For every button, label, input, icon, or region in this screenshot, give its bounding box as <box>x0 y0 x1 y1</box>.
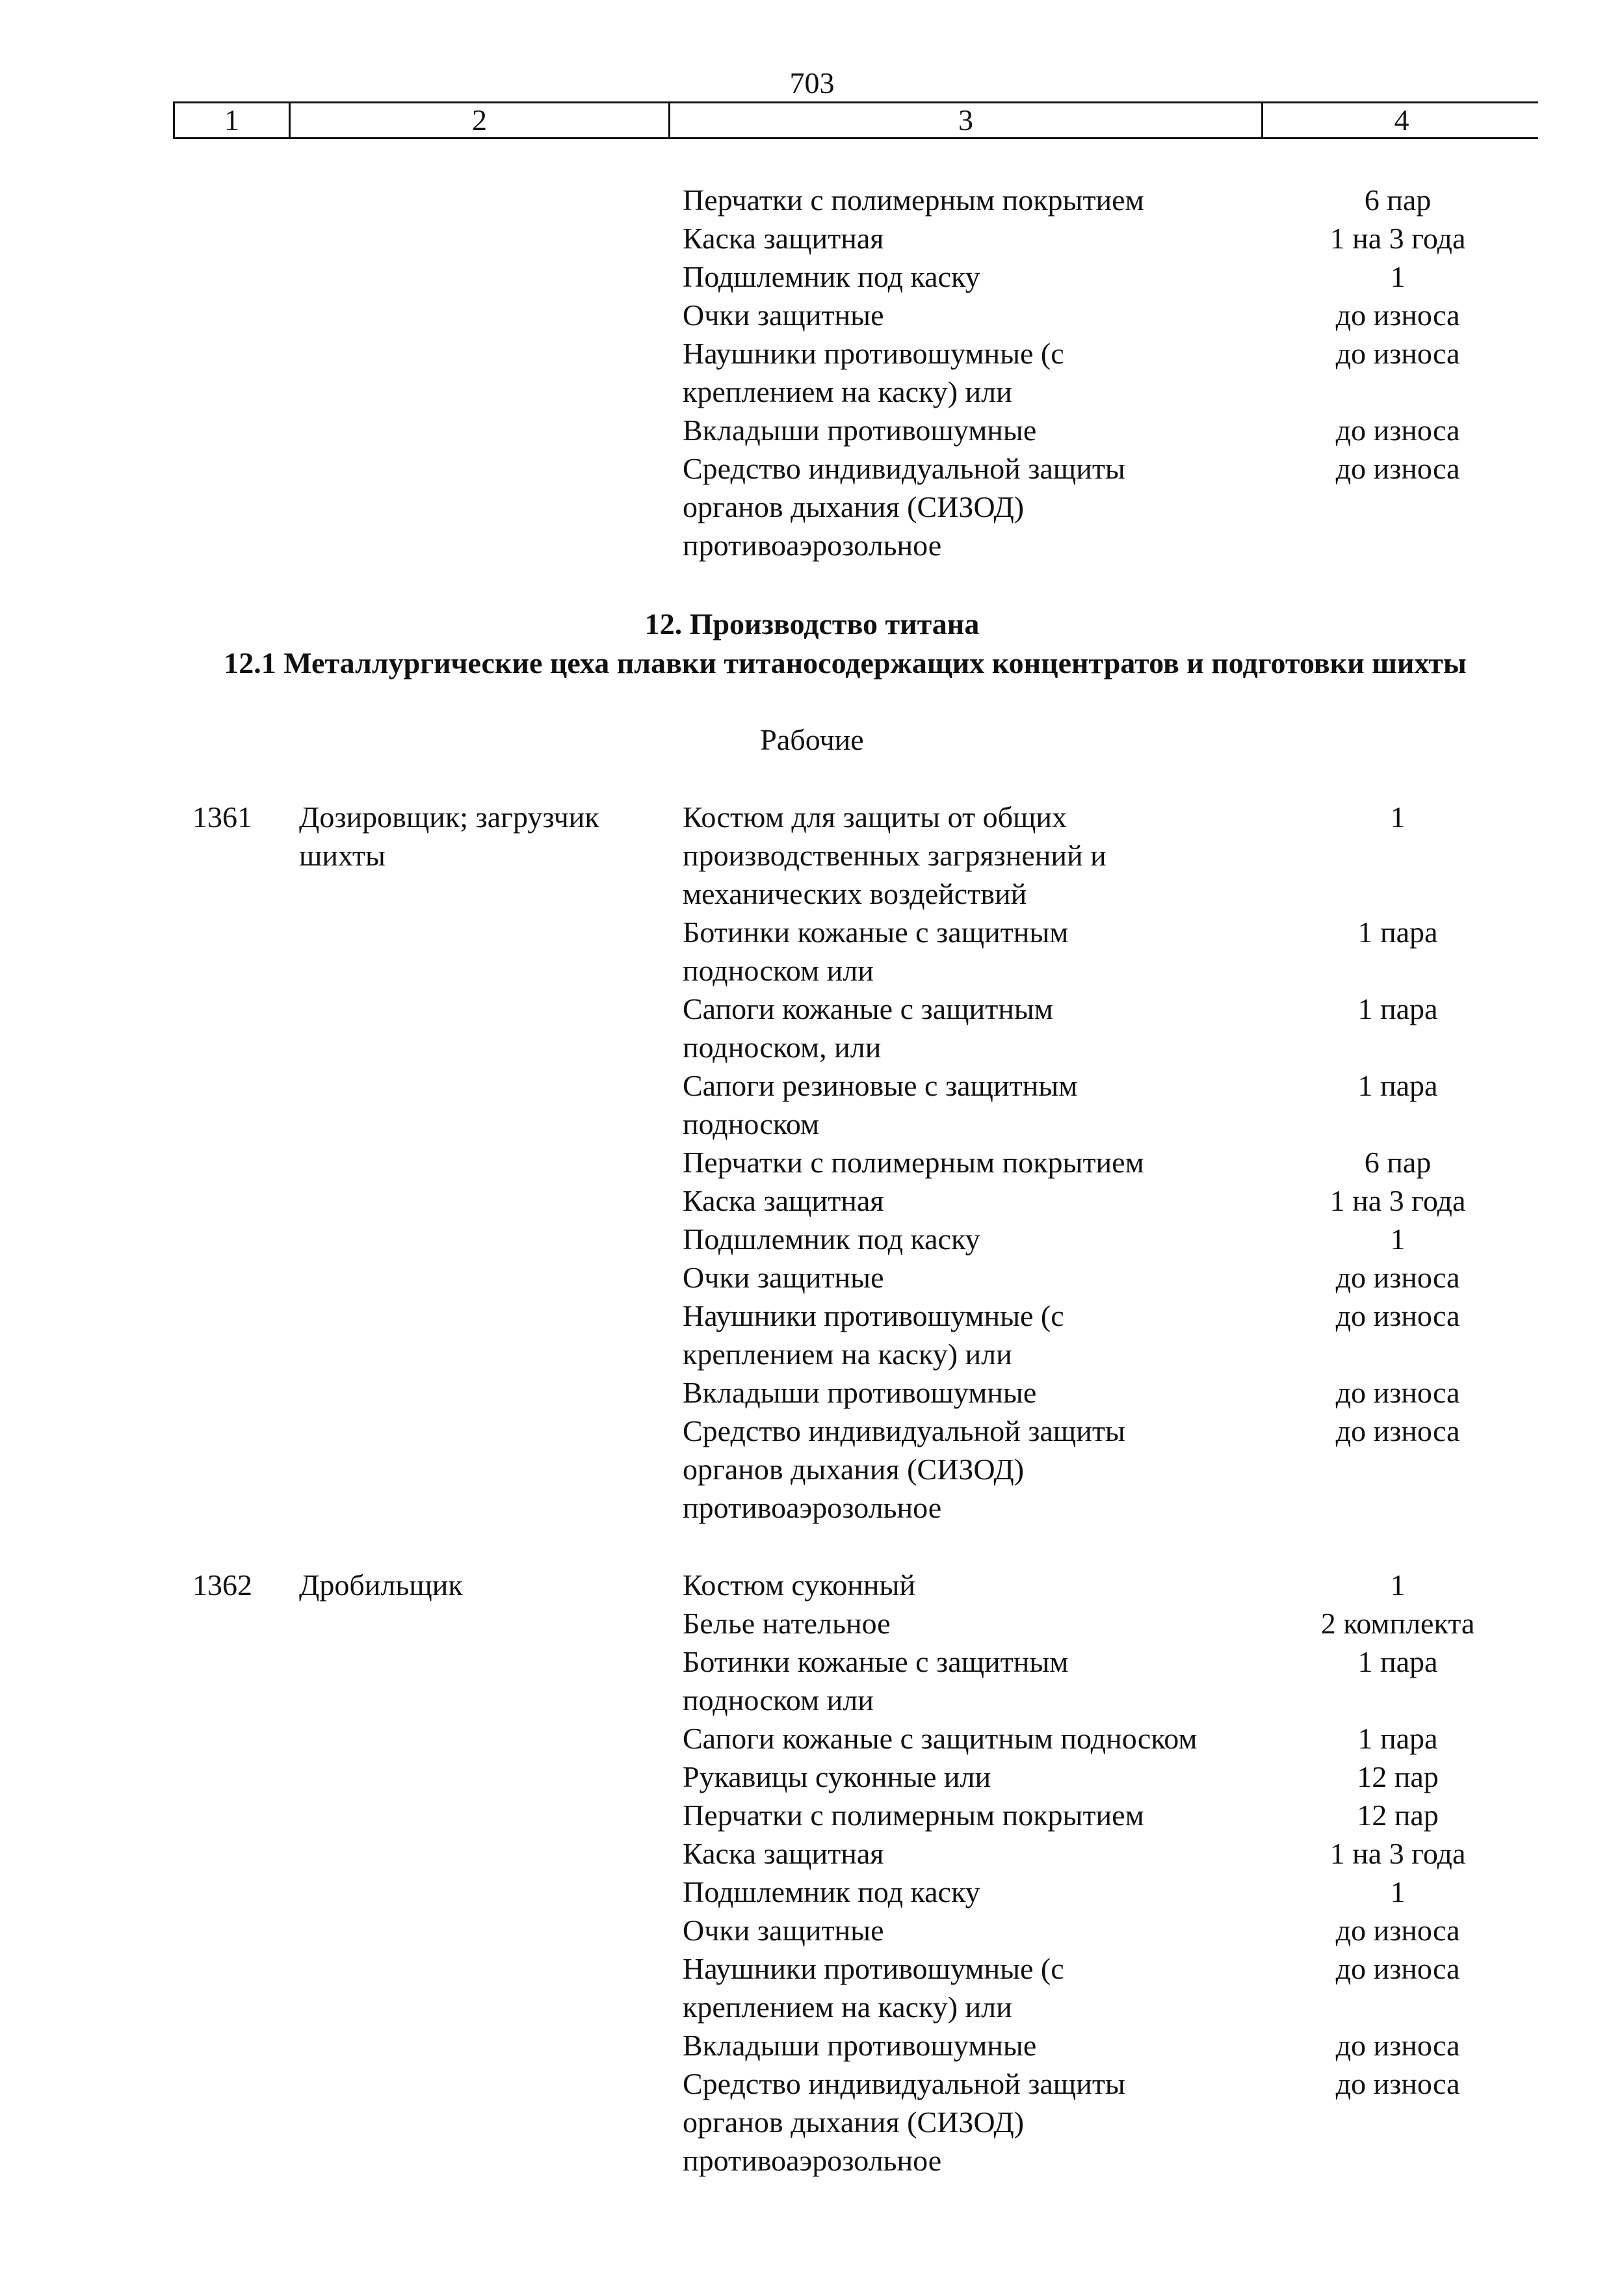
item-norm: до износа <box>1335 452 1460 485</box>
item-norm: до износа <box>1335 1376 1460 1409</box>
item-name: Сапоги резиновые с защитным подноском <box>683 1069 1078 1141</box>
item-name: Наушники противошумные (с креплением на каску) или <box>683 1952 1064 2024</box>
item-norm: 1 <box>1390 1568 1406 1602</box>
item-name: Вкладыши противошумные <box>683 414 1037 447</box>
page-number: 703 <box>789 66 835 99</box>
item-name: Ботинки кожаные с защитным подноском или <box>683 916 1069 987</box>
column-header-row <box>173 101 1538 139</box>
item-norm: до износа <box>1335 298 1460 332</box>
item-norm: 12 пар <box>1357 1760 1439 1793</box>
item-norm: 6 пар <box>1364 1146 1432 1179</box>
item-norm: 1 пара <box>1357 992 1438 1025</box>
item-name: Очки защитные <box>683 1914 884 1947</box>
item-norm: 1 <box>1390 800 1406 834</box>
entry-profession: Дробильщик <box>299 1568 463 1602</box>
item-norm: 2 комплекта <box>1320 1607 1475 1640</box>
item-norm: до износа <box>1335 1414 1460 1447</box>
item-name: Каска защитная <box>683 222 884 255</box>
item-norm: 1 на 3 года <box>1329 1837 1466 1870</box>
item-name: Наушники противошумные (с креплением на каску) или <box>683 337 1064 408</box>
item-norm: до износа <box>1335 2067 1460 2100</box>
subsection-title: 12.1 Металлургические цеха плавки титаносодержащих концентратов и подготовки шихты <box>224 646 1467 680</box>
item-name: Подшлемник под каску <box>683 1222 980 1256</box>
section-title: 12. Производство титана <box>644 607 980 640</box>
item-norm: 1 на 3 года <box>1329 222 1466 255</box>
item-norm: 1 пара <box>1357 916 1438 949</box>
item-name: Сапоги кожаные с защитным подноском <box>683 1722 1198 1755</box>
item-norm: до износа <box>1335 1952 1460 1985</box>
item-name: Вкладыши противошумные <box>683 2029 1037 2062</box>
item-name: Ботинки кожаные с защитным подноском или <box>683 1645 1069 1717</box>
item-norm: 12 пар <box>1357 1799 1439 1832</box>
item-name: Перчатки с полимерным покрытием <box>683 1146 1144 1179</box>
item-name: Наушники противошумные (с креплением на каску) или <box>683 1299 1064 1371</box>
entry-code: 1361 <box>192 800 252 834</box>
item-norm: 1 <box>1390 260 1406 293</box>
item-name: Очки защитные <box>683 1261 884 1294</box>
item-name: Сапоги кожаные с защитным подноском, или <box>683 992 1053 1064</box>
item-norm: до износа <box>1335 337 1460 370</box>
category-title: Рабочие <box>760 723 864 756</box>
item-norm: до износа <box>1335 2029 1460 2062</box>
item-name: Средство индивидуальной защиты органов дыхания (СИЗОД) противоаэрозольное <box>683 1414 1125 1524</box>
item-name: Подшлемник под каску <box>683 260 980 293</box>
item-name: Очки защитные <box>683 298 884 332</box>
item-norm: 1 пара <box>1357 1722 1438 1755</box>
item-norm: 1 пара <box>1357 1645 1438 1678</box>
item-name: Перчатки с полимерным покрытием <box>683 183 1144 217</box>
item-name: Средство индивидуальной защиты органов дыхания (СИЗОД) противоаэрозольное <box>683 2067 1125 2177</box>
item-norm: 1 пара <box>1357 1069 1438 1102</box>
item-name: Перчатки с полимерным покрытием <box>683 1799 1144 1832</box>
item-name: Каска защитная <box>683 1837 884 1870</box>
item-norm: 1 <box>1390 1222 1406 1256</box>
item-norm: 1 <box>1390 1875 1406 1908</box>
entry-code: 1362 <box>192 1568 252 1602</box>
item-norm: 1 на 3 года <box>1329 1184 1466 1217</box>
item-name: Подшлемник под каску <box>683 1875 980 1908</box>
item-name: Белье нательное <box>683 1607 891 1640</box>
column-header-2: 2 <box>291 103 670 137</box>
item-norm: 6 пар <box>1364 183 1432 217</box>
item-name: Вкладыши противошумные <box>683 1376 1037 1409</box>
item-name: Костюм суконный <box>683 1568 916 1602</box>
item-name: Каска защитная <box>683 1184 884 1217</box>
column-header-3: 3 <box>670 103 1263 137</box>
column-header-1: 1 <box>175 103 291 137</box>
item-norm: до износа <box>1335 1299 1460 1332</box>
item-name: Костюм для защиты от общих производственных загрязнений и механических воздействий <box>683 800 1107 910</box>
item-norm: до износа <box>1335 1261 1460 1294</box>
item-name: Рукавицы суконные или <box>683 1760 991 1793</box>
entry-profession: Дозировщик; загрузчик шихты <box>299 800 599 872</box>
item-norm: до износа <box>1335 414 1460 447</box>
item-norm: до износа <box>1335 1914 1460 1947</box>
column-header-4: 4 <box>1394 103 1409 137</box>
item-name: Средство индивидуальной защиты органов дыхания (СИЗОД) противоаэрозольное <box>683 452 1125 562</box>
